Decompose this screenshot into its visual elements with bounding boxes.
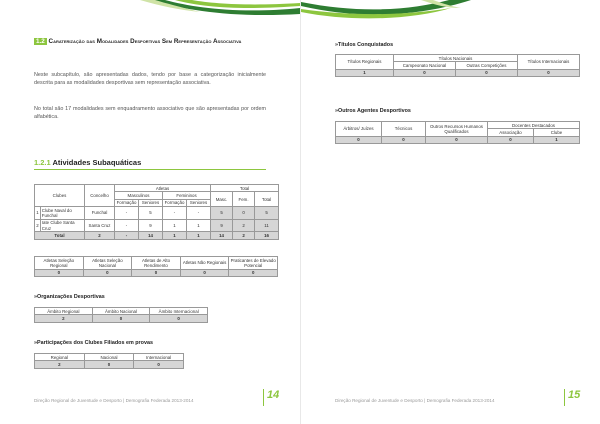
table-row	[35, 219, 279, 232]
cell-value: 0	[35, 269, 84, 276]
cell-value: 0	[134, 361, 184, 368]
table-row	[35, 269, 278, 276]
row-number: 1	[35, 207, 41, 220]
left-footer: Direção Regional de Juventude e Desporto | Demografia Federada 2013-2014	[34, 398, 194, 403]
cell-value: 0	[84, 361, 134, 368]
total-f-seniores: 1	[187, 232, 211, 239]
col-selecao-regional: Atletas Seleção Regional	[35, 257, 84, 270]
part-table	[34, 353, 184, 369]
right-page-number: 15	[568, 389, 581, 401]
club-concelho: Santa Cruz	[85, 219, 115, 232]
col-f-seniores: Seniores	[187, 199, 211, 206]
total-label: Total	[35, 232, 85, 239]
agentes-title: »Outros Agentes Desportivos	[335, 108, 411, 114]
subsection-title-text: Atividades Subaquáticas	[52, 158, 142, 167]
cell-value: 0	[150, 315, 208, 322]
cell-value: 0	[132, 269, 181, 276]
col-fem: Fem.	[233, 192, 255, 207]
cell-m-seniores: 9	[139, 219, 163, 232]
agentes-table	[335, 121, 580, 144]
club-concelho: Funchal	[85, 207, 115, 220]
org-title: »Organizações Desportivas	[34, 294, 105, 300]
left-page-number: 14	[267, 389, 280, 401]
section-number: 1.2	[36, 38, 45, 45]
cell-fem: 2	[233, 219, 255, 232]
org-table	[34, 307, 208, 323]
section-title-text: Caraterização das Modalidades Desportivas Sem Representação Associativa	[48, 38, 242, 45]
table-row	[35, 207, 279, 220]
col-ambito-internacional: Âmbito Internacional	[150, 308, 208, 315]
col-masc: Masc.	[211, 192, 233, 207]
section-title	[34, 38, 274, 47]
right-footer: Direção Regional de Juventude e Desporto | Demografia Federada 2013-2014	[335, 398, 495, 403]
selecao-table	[34, 256, 278, 277]
table-row	[35, 315, 208, 322]
total-concelho: 2	[85, 232, 115, 239]
col-nacional: Nacional	[84, 354, 134, 361]
intro-paragraph: Neste subcapítulo, são apresentadas dados, tendo por base a categorização inicialmente descrita para as modalidades desportivas sem representação associativa.	[34, 72, 266, 86]
cell-f-seniores: 1	[187, 219, 211, 232]
cell-value: 0	[456, 69, 518, 76]
col-campeonato-nacional: Campeonato Nacional	[394, 62, 456, 69]
page-number-rule	[564, 389, 565, 406]
total-row	[35, 232, 279, 239]
titulos-title: »Títulos Conquistados	[335, 42, 394, 48]
cell-value: 0	[394, 69, 456, 76]
cell-m-formacao: -	[115, 219, 139, 232]
col-titulos-regionais: Títulos Regionais	[336, 55, 394, 70]
titulos-table	[335, 54, 580, 77]
col-f-formacao: Formação	[163, 199, 187, 206]
col-ambito-nacional: Âmbito Nacional	[92, 308, 150, 315]
total-f-formacao: 1	[163, 232, 187, 239]
club-name: Iate Clube Santa Cruz	[41, 219, 85, 232]
col-outras-competicoes: Outras Competições	[456, 62, 518, 69]
cell-f-formacao: -	[163, 207, 187, 220]
total-masc: 14	[211, 232, 233, 239]
col-tot: Total	[255, 192, 279, 207]
cell-value: 0	[518, 69, 580, 76]
col-alto-rendimento: Atletas de Alto Rendimento	[132, 257, 181, 270]
col-atletas: Atletas	[115, 185, 211, 192]
col-total: Total	[211, 185, 279, 192]
total-m-formacao: -	[115, 232, 139, 239]
subsection-number: 1.2.1	[34, 158, 51, 167]
col-tecnicos: Técnicos	[382, 122, 426, 137]
total-fem: 2	[233, 232, 255, 239]
total-total: 16	[255, 232, 279, 239]
header-swoosh-decoration	[0, 0, 300, 30]
cell-value: 0	[229, 269, 278, 276]
cell-value: 2	[35, 315, 93, 322]
cell-value: 2	[35, 361, 85, 368]
col-regional: Regional	[35, 354, 85, 361]
cell-value: 0	[83, 269, 132, 276]
col-internacional: Internacional	[134, 354, 184, 361]
cell-value: 0	[488, 136, 534, 143]
header-swoosh-decoration	[301, 0, 600, 30]
cell-value: 1	[534, 136, 580, 143]
col-elevado-potencial: Praticantes de Elevado Potencial	[230, 257, 276, 268]
cell-total: 11	[255, 219, 279, 232]
col-arbitros: Árbitros/ Juízes	[336, 122, 382, 137]
col-nao-regionais: Atletas Não Regionais	[180, 257, 229, 270]
col-selecao-nacional: Atletas Seleção Nacional	[83, 257, 132, 270]
cell-value: 0	[336, 136, 382, 143]
table-row	[336, 136, 580, 143]
col-clube: Clube	[534, 129, 580, 136]
col-femininos: Femininos	[163, 192, 211, 199]
cell-m-seniores: 5	[139, 207, 163, 220]
col-masculinos: Masculinos	[115, 192, 163, 199]
cell-value: 0	[426, 136, 488, 143]
cell-masc: 9	[211, 219, 233, 232]
col-outros-recursos: Outros Recursos Humanos Qualificados	[426, 122, 488, 137]
total-m-seniores: 14	[139, 232, 163, 239]
cell-value: 0	[382, 136, 426, 143]
part-title: »Participações dos Clubes Filiados em provas	[34, 340, 153, 346]
table-row	[35, 361, 184, 368]
cell-total: 5	[255, 207, 279, 220]
col-m-seniores: Seniores	[139, 199, 163, 206]
clubs-table	[34, 184, 279, 240]
row-number: 2	[35, 219, 41, 232]
col-docentes: Docentes Destacados	[488, 122, 580, 129]
col-ambito-regional: Âmbito Regional	[35, 308, 93, 315]
cell-value: 0	[92, 315, 150, 322]
total-paragraph: No total são 17 modalidades sem enquadramento associativo que são apresentadas por ordem alfabética.	[34, 106, 266, 120]
cell-value: 1	[336, 69, 394, 76]
right-page	[300, 0, 600, 424]
page-number-rule	[263, 389, 264, 406]
cell-value: 0	[180, 269, 229, 276]
table-row	[336, 69, 580, 76]
cell-m-formacao: -	[115, 207, 139, 220]
subsection-rule	[34, 169, 266, 170]
cell-f-seniores: -	[187, 207, 211, 220]
club-name: Clube Naval do Funchal	[41, 207, 85, 220]
col-titulos-nacionais: Títulos Nacionais	[394, 55, 518, 62]
cell-fem: 0	[233, 207, 255, 220]
col-titulos-internacionais: Títulos Internacionais	[518, 55, 580, 70]
cell-masc: 5	[211, 207, 233, 220]
subsection-title	[34, 158, 141, 167]
col-m-formacao: Formação	[115, 199, 139, 206]
col-clubes: Clubes	[35, 185, 85, 207]
col-concelho: Concelho	[85, 185, 115, 207]
col-associacao: Associação	[488, 129, 534, 136]
cell-f-formacao: 1	[163, 219, 187, 232]
